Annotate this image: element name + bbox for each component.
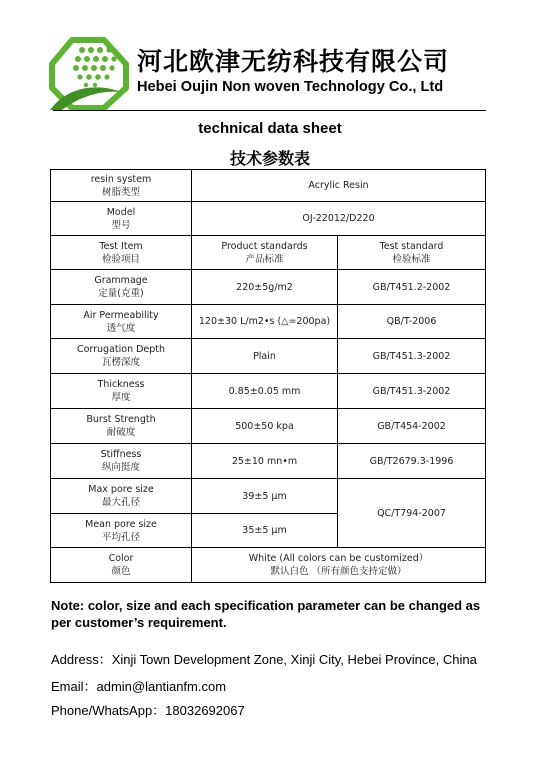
header-standard-en: Test standard bbox=[379, 240, 444, 252]
test-standard-value: QC/T794-2007 bbox=[338, 479, 486, 548]
contact-phone: Phone/WhatsApp：18032692067 bbox=[51, 703, 245, 718]
label-en: Corrugation Depth bbox=[76, 344, 166, 355]
row-label bbox=[51, 270, 192, 305]
product-standard-value: 25±10 mn•m bbox=[192, 444, 338, 479]
product-standard-value: 120±30 L/m2•s (△=200pa) bbox=[192, 305, 338, 339]
label-cn: 平均孔径 bbox=[101, 531, 140, 543]
document-title-en: technical data sheet bbox=[198, 120, 342, 137]
test-standard-value: GB/T2679.3-1996 bbox=[338, 444, 486, 479]
label-cn: 纵向挺度 bbox=[101, 462, 140, 473]
label-cn: 透气度 bbox=[106, 322, 136, 334]
label-cn: 厚度 bbox=[111, 392, 131, 403]
color-value bbox=[192, 548, 486, 583]
color-value-cn: 默认白色 （所有颜色支持定做） bbox=[270, 566, 407, 577]
test-standard-value: GB/T451.3-2002 bbox=[338, 339, 486, 374]
table-row-max-pore bbox=[51, 479, 486, 514]
table-row bbox=[51, 339, 486, 374]
label-cn: 型号 bbox=[111, 219, 131, 231]
header-test-item bbox=[51, 236, 192, 270]
spec-table bbox=[50, 169, 486, 583]
product-standard-value: Plain bbox=[192, 339, 338, 374]
product-standard-value: 220±5g/m2 bbox=[192, 270, 338, 305]
label-en: Max pore size bbox=[88, 484, 154, 495]
test-standard-value: GB/T451.3-2002 bbox=[338, 374, 486, 409]
label-cn: 定量(克重) bbox=[98, 288, 144, 299]
product-standard-value: 500±50 kpa bbox=[192, 409, 338, 444]
row-label bbox=[51, 374, 192, 409]
table-row-resin bbox=[51, 170, 486, 202]
label-en: Model bbox=[106, 206, 136, 218]
product-standard-value: 39±5 μm bbox=[192, 479, 338, 514]
table-row bbox=[51, 409, 486, 444]
header-test-standard bbox=[338, 236, 486, 270]
row-label bbox=[51, 305, 192, 339]
resin-value: Acrylic Resin bbox=[192, 170, 486, 202]
company-logo bbox=[46, 32, 132, 112]
header-product-standards bbox=[192, 236, 338, 270]
row-label bbox=[51, 479, 192, 514]
row-label bbox=[51, 202, 192, 236]
label-en: resin system bbox=[90, 173, 152, 185]
row-label bbox=[51, 444, 192, 479]
header-item-cn: 检验项目 bbox=[101, 253, 140, 265]
product-standard-value: 35±5 μm bbox=[192, 514, 338, 548]
color-value-en: White (All colors can be customized） bbox=[248, 553, 429, 564]
label-cn: 瓦楞深度 bbox=[101, 357, 140, 368]
model-value: OJ-22012/D220 bbox=[192, 202, 486, 236]
label-en: Grammage bbox=[94, 275, 148, 286]
row-label bbox=[51, 170, 192, 202]
header-standard-cn: 检验标准 bbox=[392, 253, 431, 265]
label-cn: 颜色 bbox=[111, 566, 131, 577]
table-header-row bbox=[51, 236, 486, 270]
row-label bbox=[51, 409, 192, 444]
company-name-cn: 河北欧津无纺科技有限公司 bbox=[137, 47, 450, 76]
label-en: Air Permeability bbox=[83, 309, 159, 321]
contact-address: Address：Xinji Town Development Zone, Xinji City, Hebei Province, China bbox=[51, 652, 477, 667]
label-en: Thickness bbox=[97, 379, 145, 390]
company-name-en: Hebei Oujin Non woven Technology Co., Ltd bbox=[137, 79, 444, 95]
label-en: Color bbox=[108, 553, 134, 564]
test-standard-value: GB/T451.2-2002 bbox=[338, 270, 486, 305]
test-standard-value: GB/T454-2002 bbox=[338, 409, 486, 444]
header-product-cn: 产品标准 bbox=[245, 253, 284, 265]
label-cn: 树脂类型 bbox=[101, 186, 140, 198]
label-en: Burst Strength bbox=[86, 414, 156, 425]
header-divider bbox=[53, 110, 486, 111]
header-item-en: Test Item bbox=[99, 240, 143, 252]
label-cn: 最大孔径 bbox=[101, 497, 140, 508]
label-cn: 耐破度 bbox=[106, 427, 136, 438]
contact-email: Email：admin@lantianfm.com bbox=[51, 679, 227, 694]
test-standard-value: QB/T-2006 bbox=[338, 305, 486, 339]
table-row bbox=[51, 444, 486, 479]
leaf-dots-logo-icon bbox=[46, 32, 132, 112]
table-row bbox=[51, 270, 486, 305]
document-title-cn: 技术参数表 bbox=[229, 149, 310, 168]
table-row bbox=[51, 374, 486, 409]
table-row bbox=[51, 305, 486, 339]
label-en: Mean pore size bbox=[85, 518, 157, 530]
row-label bbox=[51, 339, 192, 374]
label-en: Stiffness bbox=[100, 449, 142, 460]
row-label bbox=[51, 548, 192, 583]
header-product-en: Product standards bbox=[221, 240, 308, 252]
table-row-color bbox=[51, 548, 486, 583]
product-standard-value: 0.85±0.05 mm bbox=[192, 374, 338, 409]
row-label bbox=[51, 514, 192, 548]
table-row-model bbox=[51, 202, 486, 236]
customization-note: Note: color, size and each specification parameter can be changed as per customer’s requirement. bbox=[51, 598, 481, 630]
